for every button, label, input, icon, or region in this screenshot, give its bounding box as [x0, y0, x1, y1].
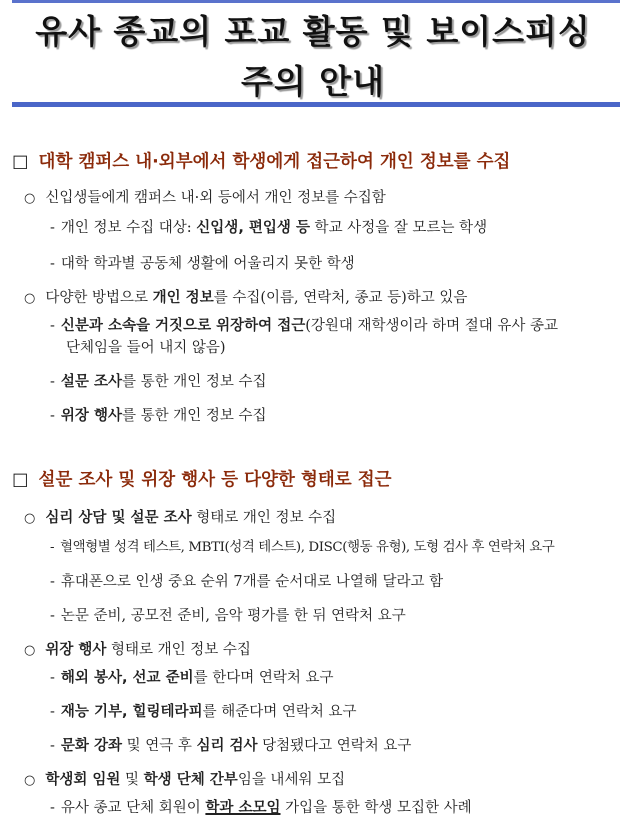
dash-icon: -: [50, 670, 55, 686]
dash-item: [50, 604, 406, 625]
dash-item: [50, 404, 266, 425]
circle-bullet-icon: ○: [24, 643, 36, 658]
dash-text: 휴대폰으로 인생 중요 순위 7개를 순서대로 나열해 달라고 함: [60, 574, 444, 590]
dash-text-bold: 설문 조사: [60, 374, 122, 390]
bullet-text-bold: 심리 상담 및 설문 조사: [45, 510, 192, 526]
dash-text-bold: 신분과 소속을 거짓으로 위장하여 접근: [60, 318, 306, 334]
dash-text: 당첨됐다고 연락처 요구: [257, 738, 412, 754]
bullet-text: 형태로 개인 정보 수집: [106, 642, 251, 658]
dash-item: [50, 570, 443, 591]
dash-text: 학교 사정을 잘 모르는 학생: [309, 220, 488, 236]
bullet-item: [24, 186, 386, 207]
circle-bullet-icon: ○: [24, 773, 36, 788]
checkbox-square-icon: □: [12, 152, 29, 172]
dash-icon: -: [50, 540, 55, 555]
bullet-text: 를 수집(이름, 연락처, 종교 등)하고 있음: [213, 290, 468, 306]
dash-text-bold: 심리 검사: [196, 738, 258, 754]
dash-text-bold: 위장 행사: [60, 408, 122, 424]
bullet-item: [24, 638, 251, 659]
title-underline-rule: [12, 102, 620, 107]
dash-text-bold: 신입생, 편입생 등: [196, 220, 310, 236]
dash-icon: -: [50, 800, 55, 816]
bullet-text: 임을 내세워 모집: [237, 772, 346, 788]
bullet-text: 및: [120, 772, 144, 788]
dash-item: [50, 252, 355, 273]
dash-text-bold-underlined: 학과 소모임: [205, 800, 281, 816]
dash-text: 대학 학과별 공동체 생활에 어울리지 못한 학생: [60, 256, 355, 272]
dash-text: 를 통한 개인 정보 수집: [121, 374, 267, 390]
dash-icon: -: [50, 704, 55, 720]
dash-icon: -: [50, 220, 55, 236]
dash-icon: -: [50, 608, 55, 624]
dash-text: 개인 정보 수집 대상:: [60, 220, 197, 236]
dash-text: (강원대 재학생이라 하며 절대 유사 종교: [305, 318, 559, 334]
dash-text: 혈액형별 성격 테스트, MBTI(성격 테스트), DISC(행동 유형), 도형 검사 후 연락처 요구: [60, 540, 555, 555]
dash-text: 를 해준다며 연락처 요구: [202, 704, 357, 720]
bullet-text: 다양한 방법으로: [45, 290, 153, 306]
dash-text: 를 한다며 연락처 요구: [193, 670, 334, 686]
dash-text-bold: 문화 강좌: [60, 738, 122, 754]
page-title-line-1: 유사 종교의 포교 활동 및 보이스피싱: [35, 12, 591, 51]
dash-icon: -: [50, 574, 55, 590]
dash-item: [50, 216, 487, 237]
dash-text: 유사 종교 단체 회원이: [60, 800, 206, 816]
bullet-item: [24, 768, 345, 789]
bullet-item: [24, 286, 467, 307]
checkbox-square-icon: □: [12, 470, 29, 490]
page-title-line-2: 주의 안내: [240, 62, 385, 101]
section-heading-text: 대학 캠퍼스 내·외부에서 학생에게 접근하여 개인 정보를 수집: [38, 152, 511, 172]
dash-icon: -: [50, 374, 55, 390]
bullet-text-bold: 학생 단체 간부: [143, 772, 238, 788]
section-heading-2: [12, 466, 392, 491]
circle-bullet-icon: ○: [24, 191, 36, 206]
dash-item: [50, 700, 356, 721]
circle-bullet-icon: ○: [24, 291, 36, 306]
dash-icon: -: [50, 408, 55, 424]
dash-icon: -: [50, 318, 55, 334]
bullet-text-bold: 위장 행사: [45, 642, 107, 658]
dash-text: 가입을 통한 학생 모집한 사례: [280, 800, 472, 816]
dash-item: [50, 796, 472, 817]
dash-text-bold: 해외 봉사, 선교 준비: [60, 670, 194, 686]
section-heading-1: [12, 148, 510, 173]
bullet-text-bold: 학생회 임원: [45, 772, 121, 788]
bullet-text: 형태로 개인 정보 수집: [191, 510, 337, 526]
dash-item: [50, 666, 334, 687]
dash-text: 논문 준비, 공모전 준비, 음악 평가를 한 뒤 연락처 요구: [60, 608, 406, 624]
dash-item: [50, 536, 554, 555]
circle-bullet-icon: ○: [24, 511, 36, 526]
dash-text: 및 연극 후: [121, 738, 197, 754]
dash-icon: -: [50, 738, 55, 754]
dash-item-continuation: 단체임을 들어 내지 않음): [66, 340, 226, 356]
top-rule: [12, 0, 620, 3]
dash-item: [50, 314, 558, 335]
dash-item: [50, 370, 266, 391]
bullet-text: 신입생들에게 캠퍼스 내·외 등에서 개인 정보를 수집함: [45, 190, 386, 206]
section-heading-text: 설문 조사 및 위장 행사 등 다양한 형태로 접근: [38, 470, 392, 490]
dash-icon: -: [50, 256, 55, 272]
dash-text-bold: 재능 기부, 힐링테라피: [60, 704, 203, 720]
dash-text: 를 통한 개인 정보 수집: [121, 408, 267, 424]
bullet-item: [24, 506, 336, 527]
bullet-text-bold: 개인 정보: [152, 290, 214, 306]
dash-item: [50, 734, 411, 755]
